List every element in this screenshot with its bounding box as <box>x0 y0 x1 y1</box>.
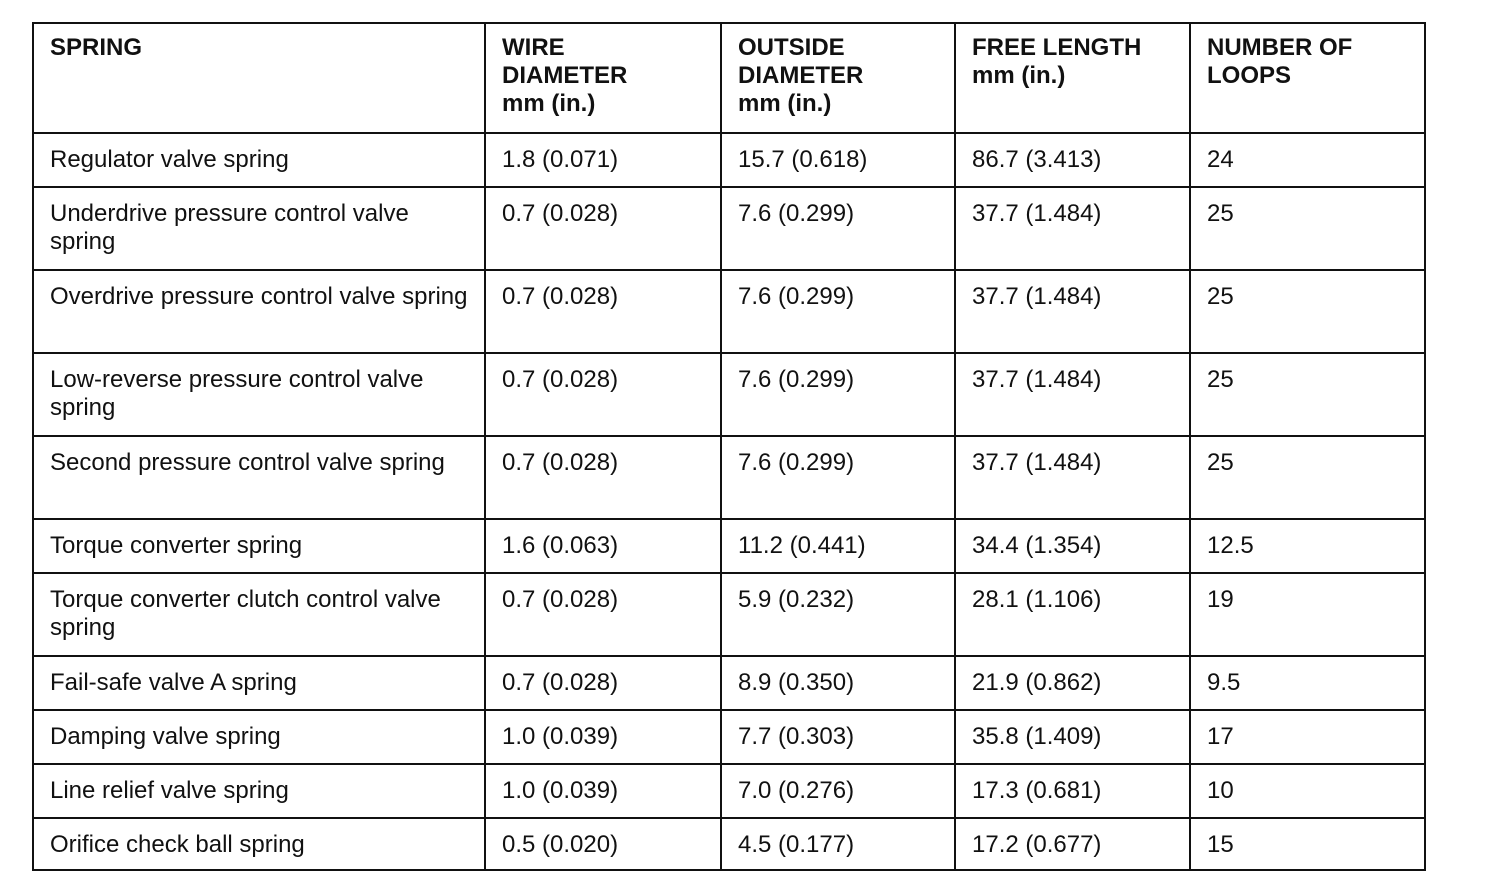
outside-diameter-cell: 7.7 (0.303) <box>721 710 955 764</box>
header-free-length: FREE LENGTH mm (in.) <box>955 23 1190 133</box>
spring-name-cell: Overdrive pressure control valve spring <box>33 270 485 353</box>
table-row <box>33 764 1425 818</box>
wire-diameter-cell: 1.0 (0.039) <box>485 710 721 764</box>
table-row <box>33 353 1425 436</box>
table-header-row <box>33 23 1425 133</box>
free-length-cell: 35.8 (1.409) <box>955 710 1190 764</box>
table-row <box>33 133 1425 187</box>
spring-name-cell: Line relief valve spring <box>33 764 485 818</box>
wire-diameter-cell: 0.7 (0.028) <box>485 436 721 519</box>
free-length-cell: 37.7 (1.484) <box>955 353 1190 436</box>
number-of-loops-cell: 15 <box>1190 818 1425 870</box>
table-row <box>33 519 1425 573</box>
outside-diameter-cell: 5.9 (0.232) <box>721 573 955 656</box>
free-length-cell: 37.7 (1.484) <box>955 270 1190 353</box>
spring-name-cell: Torque converter spring <box>33 519 485 573</box>
free-length-cell: 37.7 (1.484) <box>955 436 1190 519</box>
number-of-loops-cell: 17 <box>1190 710 1425 764</box>
table-row <box>33 656 1425 710</box>
table-row <box>33 187 1425 270</box>
spring-name-cell: Orifice check ball spring <box>33 818 485 870</box>
number-of-loops-cell: 10 <box>1190 764 1425 818</box>
spring-name-cell: Regulator valve spring <box>33 133 485 187</box>
free-length-cell: 28.1 (1.106) <box>955 573 1190 656</box>
free-length-cell: 17.2 (0.677) <box>955 818 1190 870</box>
table-row <box>33 270 1425 353</box>
table-row <box>33 573 1425 656</box>
spring-name-cell: Damping valve spring <box>33 710 485 764</box>
wire-diameter-cell: 1.0 (0.039) <box>485 764 721 818</box>
outside-diameter-cell: 7.0 (0.276) <box>721 764 955 818</box>
wire-diameter-cell: 0.7 (0.028) <box>485 270 721 353</box>
header-number-of-loops: NUMBER OF LOOPS <box>1190 23 1425 133</box>
number-of-loops-cell: 25 <box>1190 353 1425 436</box>
number-of-loops-cell: 12.5 <box>1190 519 1425 573</box>
outside-diameter-cell: 15.7 (0.618) <box>721 133 955 187</box>
header-outside-diameter: OUTSIDE DIAMETER mm (in.) <box>721 23 955 133</box>
table-row <box>33 818 1425 870</box>
free-length-cell: 37.7 (1.484) <box>955 187 1190 270</box>
number-of-loops-cell: 9.5 <box>1190 656 1425 710</box>
spring-name-cell: Underdrive pressure control valve spring <box>33 187 485 270</box>
free-length-cell: 86.7 (3.413) <box>955 133 1190 187</box>
spring-name-cell: Fail-safe valve A spring <box>33 656 485 710</box>
outside-diameter-cell: 7.6 (0.299) <box>721 353 955 436</box>
number-of-loops-cell: 25 <box>1190 187 1425 270</box>
outside-diameter-cell: 8.9 (0.350) <box>721 656 955 710</box>
wire-diameter-cell: 0.7 (0.028) <box>485 573 721 656</box>
wire-diameter-cell: 0.7 (0.028) <box>485 656 721 710</box>
number-of-loops-cell: 19 <box>1190 573 1425 656</box>
number-of-loops-cell: 25 <box>1190 270 1425 353</box>
free-length-cell: 17.3 (0.681) <box>955 764 1190 818</box>
header-wire-diameter: WIRE DIAMETER mm (in.) <box>485 23 721 133</box>
wire-diameter-cell: 0.5 (0.020) <box>485 818 721 870</box>
spring-spec-table <box>32 22 1426 871</box>
header-spring: SPRING <box>33 23 485 133</box>
spring-name-cell: Low-reverse pressure control valve spring <box>33 353 485 436</box>
outside-diameter-cell: 11.2 (0.441) <box>721 519 955 573</box>
outside-diameter-cell: 7.6 (0.299) <box>721 187 955 270</box>
wire-diameter-cell: 0.7 (0.028) <box>485 353 721 436</box>
wire-diameter-cell: 1.8 (0.071) <box>485 133 721 187</box>
number-of-loops-cell: 25 <box>1190 436 1425 519</box>
wire-diameter-cell: 0.7 (0.028) <box>485 187 721 270</box>
free-length-cell: 34.4 (1.354) <box>955 519 1190 573</box>
number-of-loops-cell: 24 <box>1190 133 1425 187</box>
outside-diameter-cell: 7.6 (0.299) <box>721 436 955 519</box>
table-row <box>33 710 1425 764</box>
free-length-cell: 21.9 (0.862) <box>955 656 1190 710</box>
wire-diameter-cell: 1.6 (0.063) <box>485 519 721 573</box>
outside-diameter-cell: 7.6 (0.299) <box>721 270 955 353</box>
spring-name-cell: Second pressure control valve spring <box>33 436 485 519</box>
outside-diameter-cell: 4.5 (0.177) <box>721 818 955 870</box>
spring-name-cell: Torque converter clutch control valve spring <box>33 573 485 656</box>
table-row <box>33 436 1425 519</box>
